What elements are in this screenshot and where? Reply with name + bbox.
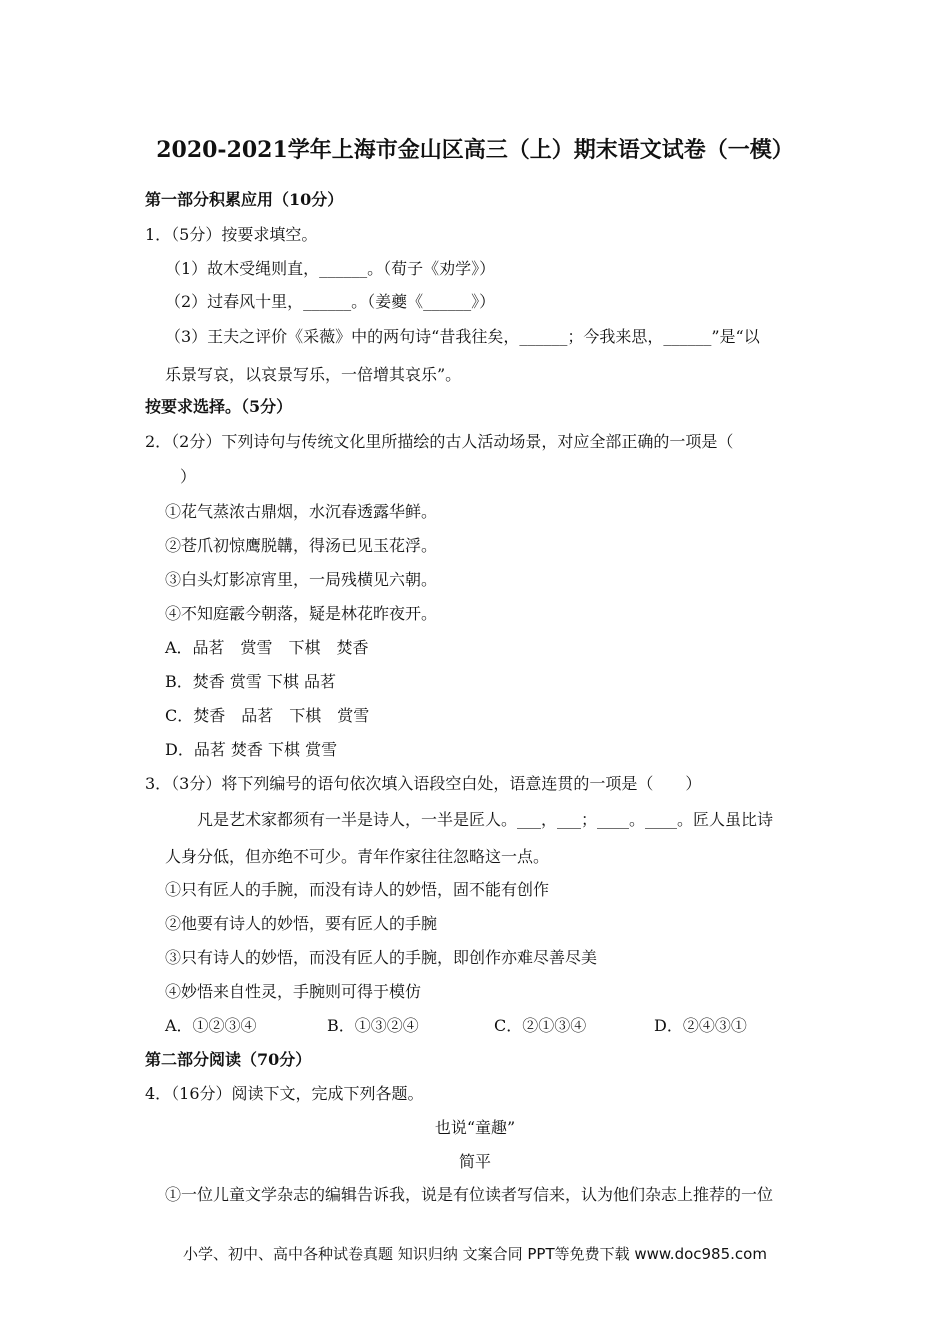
q3-item-2: ②他要有诗人的妙悟，要有匠人的手腕 [165,914,438,933]
q1-stem: 1．（5分）按要求填空。 [145,225,318,244]
q3-option-d: D．②④③① [654,1016,747,1035]
q2-item-1: ①花气蒸浓古鼎烟，水沉春透露华鲜。 [165,502,438,521]
q2-option-b: B．焚香 赏雪 下棋 品茗 [165,672,337,691]
q3-passage-line-2: 人身分低，但亦绝不可少。青年作家往往忽略这一点。 [165,847,550,866]
part1-heading: 第一部分积累应用（10分） [145,190,344,209]
part2-heading: 第二部分阅读（70分） [145,1050,312,1069]
article-first-line: ①一位儿童文学杂志的编辑告诉我，说是有位读者写信来，认为他们杂志上推荐的一位 [165,1185,774,1204]
q1-line-1: （1）故木受绳则直，______。（荀子《劝学》） [165,259,496,278]
q2-item-4: ④不知庭霰今朝落，疑是林花昨夜开。 [165,604,438,623]
article-title: 也说“童趣” [434,1118,516,1137]
q3-option-a: A．①②③④ [165,1016,257,1035]
exam-title: 2020-2021学年上海市金山区高三（上）期末语文试卷（一模） [156,137,794,163]
q3-stem: 3．（3分）将下列编号的语句依次填入语段空白处，语意连贯的一项是（ ） [145,774,702,793]
q3-option-b: B．①③②④ [327,1016,419,1035]
page-footer: 小学、初中、高中各种试卷真题 知识归纳 文案合同 PPT等免费下载 www.doc985.com [183,1245,767,1263]
q2-option-a: A．品茗 赏雪 下棋 焚香 [165,638,369,657]
q2-item-3: ③白头灯影凉宵里，一局残横见六朝。 [165,570,438,589]
q1-line-4: 乐景写哀，以哀景写乐，一倍增其哀乐”。 [165,365,462,384]
q2-stem-line-2: ） [180,467,197,486]
q2-stem-line-1: 2．（2分）下列诗句与传统文化里所描绘的古人活动场景，对应全部正确的一项是（ [145,432,734,451]
q2-option-d: D．品茗 焚香 下棋 赏雪 [165,740,338,759]
q3-item-4: ④妙悟来自性灵，手腕则可得于模仿 [165,982,422,1001]
q1-line-2: （2）过春风十里，______。（姜夔《______》） [165,292,496,311]
q3-option-c: C．②①③④ [494,1016,587,1035]
part1-sub-heading: 按要求选择。（5分） [145,397,293,416]
q1-line-3: （3）王夫之评价《采薇》中的两句诗“昔我往矣，______；今我来思，______”是“以 [165,327,760,346]
q2-item-2: ②苍爪初惊鹰脱韝，得汤已见玉花浮。 [165,536,438,555]
q3-passage-line-1: 凡是艺术家都须有一半是诗人，一半是匠人。___，___；____。____。匠人虽比诗 [197,810,774,829]
article-author: 简平 [458,1152,491,1171]
q3-item-3: ③只有诗人的妙悟，而没有匠人的手腕，即创作亦难尽善尽美 [165,948,598,967]
q2-option-c: C．焚香 品茗 下棋 赏雪 [165,706,370,725]
q4-stem: 4．（16分）阅读下文，完成下列各题。 [145,1084,424,1103]
q3-item-1: ①只有匠人的手腕，而没有诗人的妙悟，固不能有创作 [165,880,550,899]
